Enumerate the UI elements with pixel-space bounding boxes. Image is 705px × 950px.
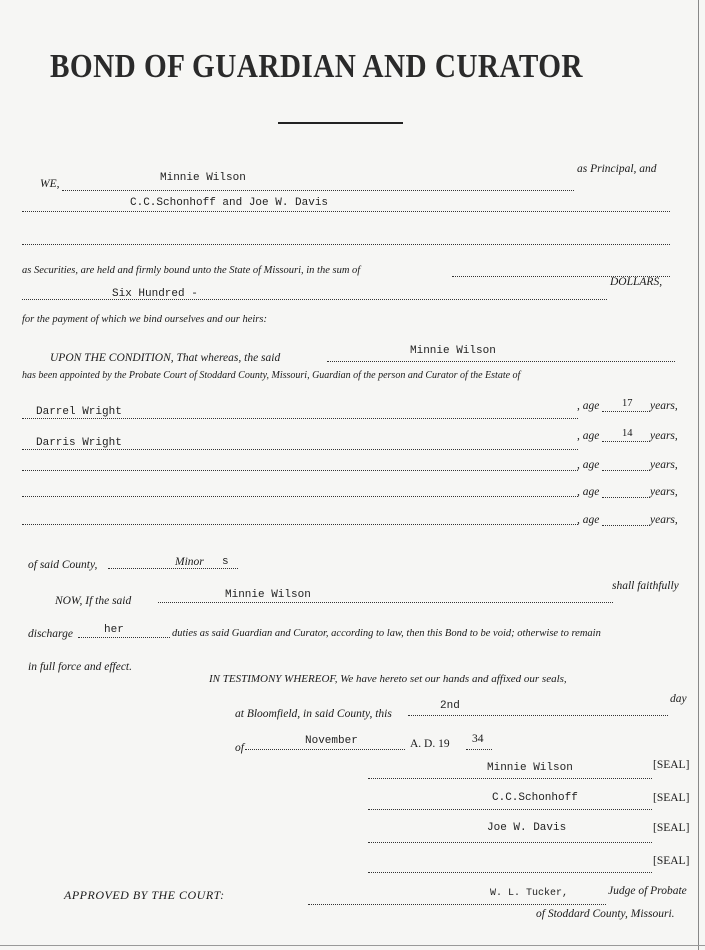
judge-line bbox=[308, 904, 606, 905]
minor-age-1: 17 bbox=[622, 398, 633, 409]
minor-age-2: 14 bbox=[622, 428, 633, 439]
years-label-4: years, bbox=[650, 486, 678, 498]
minor-line-2 bbox=[22, 449, 578, 450]
approved-label: APPROVED BY THE COURT: bbox=[64, 888, 225, 902]
of-label: of bbox=[235, 742, 244, 754]
month-value: November bbox=[305, 735, 358, 747]
minor-label: Minor bbox=[175, 556, 204, 568]
year-line bbox=[466, 749, 492, 750]
page-edge-line bbox=[698, 0, 699, 950]
duties-text: duties as said Guardian and Curator, according to law, then this Bond to be void; otherwise to remain bbox=[172, 628, 601, 639]
in-full-force-text: in full force and effect. bbox=[28, 661, 133, 673]
signature-1: Minnie Wilson bbox=[487, 762, 573, 774]
sum-amount: Six Hundred - bbox=[112, 288, 198, 300]
seal-label-3: [SEAL] bbox=[653, 822, 690, 834]
years-label-1: years, bbox=[650, 400, 678, 412]
principal-line bbox=[62, 190, 574, 191]
blank-line-1 bbox=[22, 244, 670, 245]
securities-names: C.C.Schonhoff and Joe W. Davis bbox=[130, 197, 329, 209]
of-said-county-label: of said County, bbox=[28, 559, 98, 571]
we-label: WE, bbox=[40, 178, 60, 190]
day-line bbox=[408, 715, 668, 716]
judge-name: W. L. Tucker, bbox=[490, 888, 569, 899]
age-line-4 bbox=[602, 497, 650, 498]
age-label-4: , age bbox=[577, 486, 600, 498]
year-value: 34 bbox=[472, 733, 484, 745]
testimony-text: IN TESTIMONY WHEREOF, We have hereto set our hands and affixed our seals, bbox=[209, 673, 567, 685]
sum-line-2 bbox=[22, 299, 607, 300]
years-label-5: years, bbox=[650, 514, 678, 526]
said-name-line bbox=[327, 361, 675, 362]
signature-3: Joe W. Davis bbox=[487, 822, 567, 834]
seal-label-1: [SEAL] bbox=[653, 759, 690, 771]
page-bottom-line bbox=[0, 945, 705, 946]
age-label-1: , age bbox=[577, 400, 600, 412]
ad-label: A. D. 19 bbox=[410, 738, 450, 750]
years-label-3: years, bbox=[650, 459, 678, 471]
years-label-2: years, bbox=[650, 430, 678, 442]
as-securities-text: as Securities, are held and firmly bound unto the State of Missouri, in the sum of bbox=[22, 265, 361, 276]
title-rule bbox=[278, 122, 403, 124]
minor-name-1: Darrel Wright bbox=[36, 406, 122, 418]
dollars-label: DOLLARS, bbox=[610, 276, 663, 288]
minor-suffix: s bbox=[222, 556, 229, 568]
minor-count-line bbox=[108, 568, 238, 569]
pronoun-line bbox=[78, 637, 170, 638]
shall-faithfully-label: shall faithfully bbox=[612, 580, 679, 592]
day-value: 2nd bbox=[440, 700, 460, 712]
signature-line-3 bbox=[368, 842, 652, 843]
said-name: Minnie Wilson bbox=[410, 345, 496, 357]
age-label-3: , age bbox=[577, 459, 600, 471]
minor-line-5 bbox=[22, 524, 578, 525]
seal-label-4: [SEAL] bbox=[653, 855, 690, 867]
discharge-label: discharge bbox=[28, 628, 73, 640]
now-name: Minnie Wilson bbox=[225, 589, 311, 601]
age-line-3 bbox=[602, 470, 650, 471]
day-label: day bbox=[670, 693, 687, 705]
minor-line-4 bbox=[22, 496, 578, 497]
document-title: BOND OF GUARDIAN AND CURATOR bbox=[50, 48, 583, 85]
securities-line bbox=[22, 211, 670, 212]
upon-condition-text: UPON THE CONDITION, That whereas, the said bbox=[50, 352, 281, 364]
signature-line-2 bbox=[368, 809, 652, 810]
appointed-text: has been appointed by the Probate Court of Stoddard County, Missouri, Guardian of the person and Curator of the Estate of bbox=[22, 370, 521, 381]
now-if-label: NOW, If the said bbox=[55, 595, 132, 607]
principal-name: Minnie Wilson bbox=[160, 172, 246, 184]
age-line-5 bbox=[602, 525, 650, 526]
payment-text: for the payment of which we bind ourselves and our heirs: bbox=[22, 314, 267, 325]
age-line-1 bbox=[602, 411, 650, 412]
signature-line-1 bbox=[368, 778, 652, 779]
month-line bbox=[245, 749, 405, 750]
pronoun: her bbox=[104, 624, 124, 636]
as-principal-label: as Principal, and bbox=[577, 163, 657, 175]
age-label-5: , age bbox=[577, 514, 600, 526]
age-label-2: , age bbox=[577, 430, 600, 442]
of-stoddard-label: of Stoddard County, Missouri. bbox=[536, 908, 675, 920]
now-name-line bbox=[158, 602, 613, 603]
signature-2: C.C.Schonhoff bbox=[492, 792, 578, 804]
signature-line-4 bbox=[368, 872, 652, 873]
minor-name-2: Darris Wright bbox=[36, 437, 122, 449]
at-bloomfield-label: at Bloomfield, in said County, this bbox=[235, 708, 392, 720]
judge-label: Judge of Probate bbox=[608, 885, 687, 897]
seal-label-2: [SEAL] bbox=[653, 792, 690, 804]
age-line-2 bbox=[602, 441, 650, 442]
minor-line-3 bbox=[22, 470, 578, 471]
minor-line-1 bbox=[22, 418, 578, 419]
